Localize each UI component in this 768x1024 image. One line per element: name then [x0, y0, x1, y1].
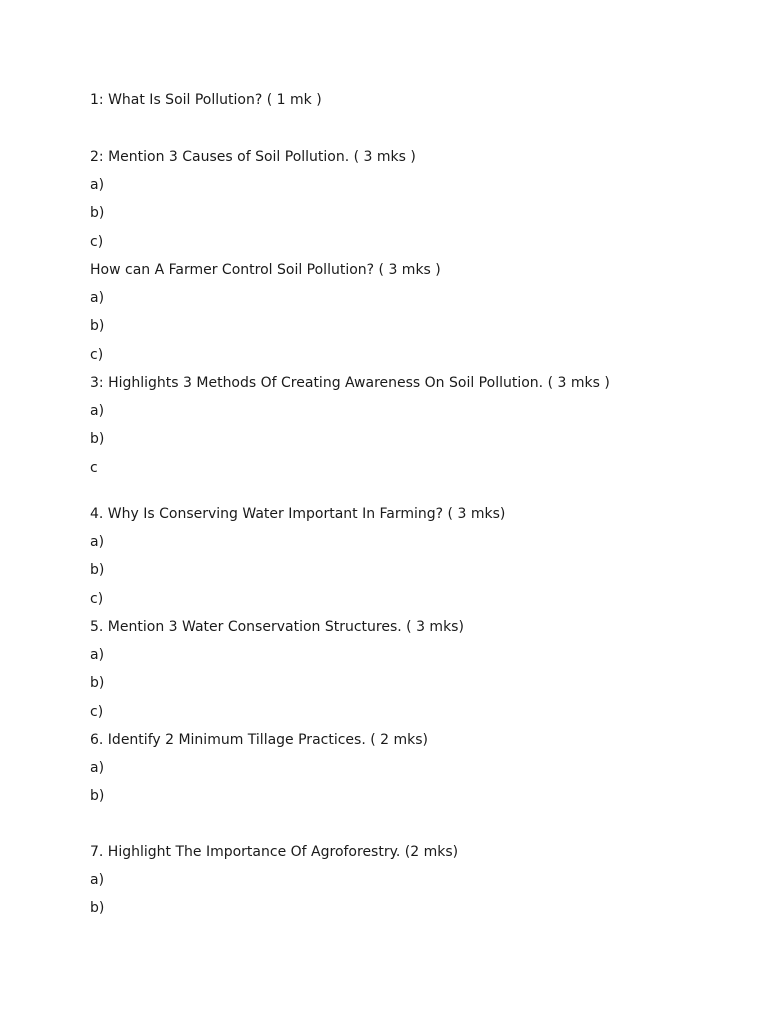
question-1: 1: What Is Soil Pollution? ( 1 mk )	[90, 92, 322, 108]
answer-line-c: c)	[90, 347, 104, 363]
answer-line-a: a)	[90, 647, 105, 663]
answer-line-a: a)	[90, 290, 105, 306]
answer-line-b: b)	[90, 900, 105, 916]
question-2-control: How can A Farmer Control Soil Pollution? ( 3 mks )	[90, 262, 441, 278]
answer-line-a: a)	[90, 534, 105, 550]
answer-line-b: b)	[90, 562, 105, 578]
answer-line-b: b)	[90, 788, 105, 804]
answer-line-b: b)	[90, 205, 105, 221]
answer-line-c: c)	[90, 234, 104, 250]
answer-line-c: c	[90, 460, 98, 476]
question-2: 2: Mention 3 Causes of Soil Pollution. ( 3 mks )	[90, 149, 416, 165]
question-7: 7. Highlight The Importance Of Agroforestry. (2 mks)	[90, 844, 459, 860]
answer-line-c: c)	[90, 591, 104, 607]
answer-line-b: b)	[90, 675, 105, 691]
answer-line-c: c)	[90, 704, 104, 720]
answer-line-b: b)	[90, 318, 105, 334]
question-4: 4. Why Is Conserving Water Important In Farming? ( 3 mks)	[90, 506, 506, 522]
question-3: 3: Highlights 3 Methods Of Creating Awareness On Soil Pollution. ( 3 mks )	[90, 375, 610, 391]
answer-line-a: a)	[90, 872, 105, 888]
question-5: 5. Mention 3 Water Conservation Structures. ( 3 mks)	[90, 619, 464, 635]
answer-line-b: b)	[90, 431, 105, 447]
answer-line-a: a)	[90, 403, 105, 419]
answer-line-a: a)	[90, 177, 105, 193]
answer-line-a: a)	[90, 760, 105, 776]
question-6: 6. Identify 2 Minimum Tillage Practices. ( 2 mks)	[90, 732, 428, 748]
